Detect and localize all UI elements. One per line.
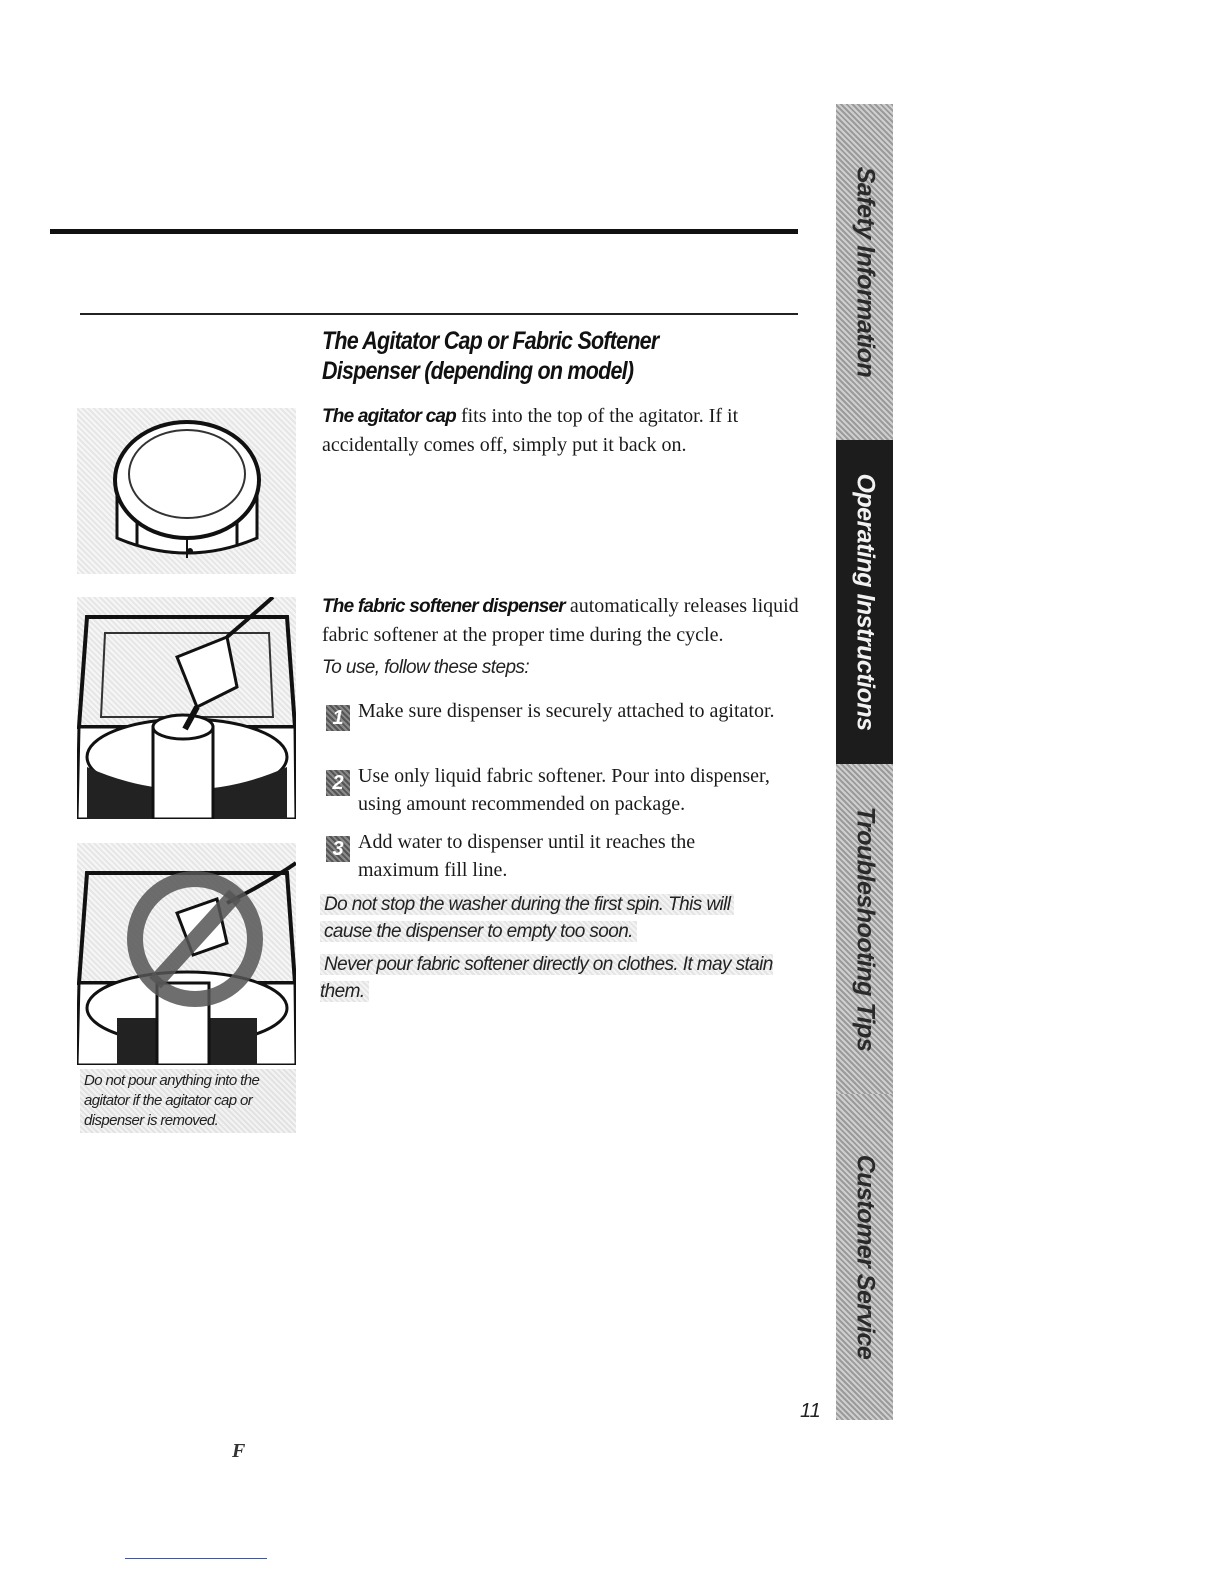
step-text: Use only liquid fabric softener. Pour into dispenser, using amount recommended on package. (358, 765, 770, 815)
step-number-badge: 3 (326, 836, 350, 862)
step-text: Add water to dispenser until it reaches the maximum fill line. (358, 831, 696, 881)
do-not-pour-illustration (77, 843, 296, 1065)
warning-note-spin (320, 891, 776, 945)
tab-label: Customer Service (851, 1154, 879, 1360)
figure-caption: Do not pour anything into the agitator if the agitator cap or dispenser is removed. (80, 1069, 296, 1133)
agitator-cap-paragraph (322, 402, 762, 459)
top-rule (50, 229, 798, 234)
tab-operating-instructions[interactable] (836, 440, 893, 764)
tab-label: Safety Information (851, 166, 879, 378)
tab-troubleshooting-tips[interactable] (836, 764, 893, 1094)
agitator-cap-text: fits into the top of the agitator. If it accidentally comes off, simply put it back on. (322, 405, 739, 456)
section-rule (80, 313, 798, 315)
bottom-link-underline (125, 1558, 267, 1559)
step-2 (326, 762, 806, 818)
step-1 (326, 697, 806, 731)
section-title: The Agitator Cap or Fabric Softener Dispenser (depending on model) (322, 327, 659, 385)
tab-customer-service[interactable] (836, 1094, 893, 1420)
step-text: Make sure dispenser is securely attached to agitator. (358, 700, 775, 722)
step-3 (326, 828, 726, 884)
steps-intro: To use, follow these steps: (322, 657, 530, 678)
page-number: 11 (800, 1400, 821, 1422)
agitator-cap-lead: The agitator cap (322, 406, 456, 427)
agitator-cap-illustration (77, 408, 296, 574)
tab-label: Troubleshooting Tips (851, 806, 879, 1052)
step-number-badge: 2 (326, 770, 350, 796)
warning-note-stain (320, 951, 790, 1005)
warning-note-spin-text: Do not stop the washer during the first spin. This will cause the dispenser to empty too soon. (320, 894, 734, 942)
tab-safety-information[interactable] (836, 104, 893, 440)
dispenser-lead: The fabric softener dispenser (322, 596, 565, 617)
dispenser-paragraph (322, 592, 802, 649)
step-number-badge: 1 (326, 705, 350, 731)
stray-mark: F (232, 1440, 246, 1462)
warning-note-stain-text: Never pour fabric softener directly on clothes. It may stain them. (320, 954, 773, 1002)
tab-label: Operating Instructions (851, 473, 879, 731)
pouring-softener-illustration (77, 597, 296, 819)
dispenser-text: automatically releases liquid fabric softener at the proper time during the cycle. (322, 595, 799, 646)
